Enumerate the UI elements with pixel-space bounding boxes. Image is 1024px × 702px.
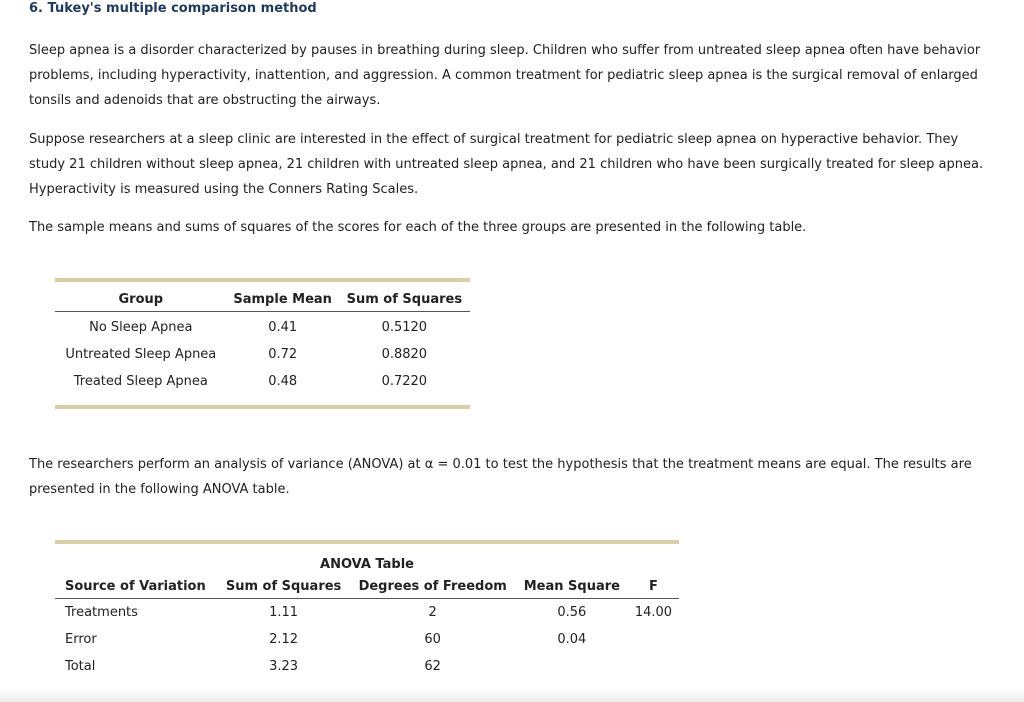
table-cell: 0.5120 (381, 320, 428, 335)
table-cell: 0.72 (268, 347, 298, 362)
header-sample-mean: Sample Mean (227, 290, 339, 312)
table-cell: 0.48 (268, 374, 298, 389)
table-cell: Treatments (65, 605, 138, 620)
anova-table-caption: ANOVA Table (320, 557, 414, 572)
bottom-shadow (0, 688, 1024, 702)
table-cell: 2.12 (269, 632, 299, 647)
header-degrees-of-freedom: Degrees of Freedom (350, 577, 516, 599)
table-cell: 0.04 (557, 632, 587, 647)
group-summary-table (55, 278, 470, 409)
table-cell: Error (65, 632, 97, 647)
table-cell: No Sleep Apnea (89, 320, 193, 335)
table-row (55, 341, 470, 368)
table-header-row (55, 290, 470, 312)
table-row (55, 599, 679, 627)
anova-intro-paragraph: The researchers perform an analysis of variance (ANOVA) at α = 0.01 to test the hypothesis that the treatment means are equal. The results are presented in the following ANOVA table. (29, 457, 972, 497)
table-cell (628, 626, 679, 653)
study-paragraph: Suppose researchers at a sleep clinic are interested in the effect of surgical treatment for pediatric sleep apnea on hyperactive behavior. They study 21 children without sleep apnea, 21 children with untreated sleep apnea, and 21 children who have been surgically treated for sleep apnea. Hyperactivity is measured using the Conners Rating Scales. (29, 132, 984, 197)
table-cell: 14.00 (634, 605, 673, 620)
intro-paragraph: Sleep apnea is a disorder characterized by pauses in breathing during sleep. Children who suffer from untreated sleep apnea often have behavior problems, including hyperactivity, inattention, and aggression. A common treatment for pediatric sleep apnea is the surgical removal of enlarged tonsils and adenoids that are obstructing the airways. (29, 43, 981, 108)
table-cell: 60 (424, 632, 441, 647)
table-cell: 0.41 (268, 320, 298, 335)
table-cell: 2 (428, 605, 437, 620)
header-group: Group (55, 290, 227, 312)
header-source-of-variation: Source of Variation (55, 577, 218, 599)
table-cell: 1.11 (269, 605, 299, 620)
table-cell: Total (65, 659, 96, 674)
table-cell: 0.8820 (381, 347, 428, 362)
table-row (55, 626, 679, 653)
table-cell (628, 653, 679, 680)
header-sum-of-squares: Sum of Squares (218, 577, 350, 599)
table-intro-paragraph: The sample means and sums of squares of the scores for each of the three groups are presented in the following table. (29, 220, 807, 235)
table-cell: 3.23 (269, 659, 299, 674)
table-cell (516, 653, 628, 680)
anova-table (55, 540, 679, 694)
header-f: F (628, 577, 679, 599)
table-cell: 0.56 (557, 605, 587, 620)
table-row (55, 312, 470, 342)
table-header-row (55, 577, 679, 599)
question-title: 6. Tukey's multiple comparison method (29, 1, 317, 16)
table-cell: 62 (424, 659, 441, 674)
header-sum-of-squares: Sum of Squares (339, 290, 470, 312)
table-row (55, 653, 679, 680)
table-cell: Treated Sleep Apnea (73, 374, 208, 389)
table-row (55, 368, 470, 395)
header-mean-square: Mean Square (516, 577, 628, 599)
table-cell: 0.7220 (381, 374, 428, 389)
table-cell: Untreated Sleep Apnea (65, 347, 217, 362)
